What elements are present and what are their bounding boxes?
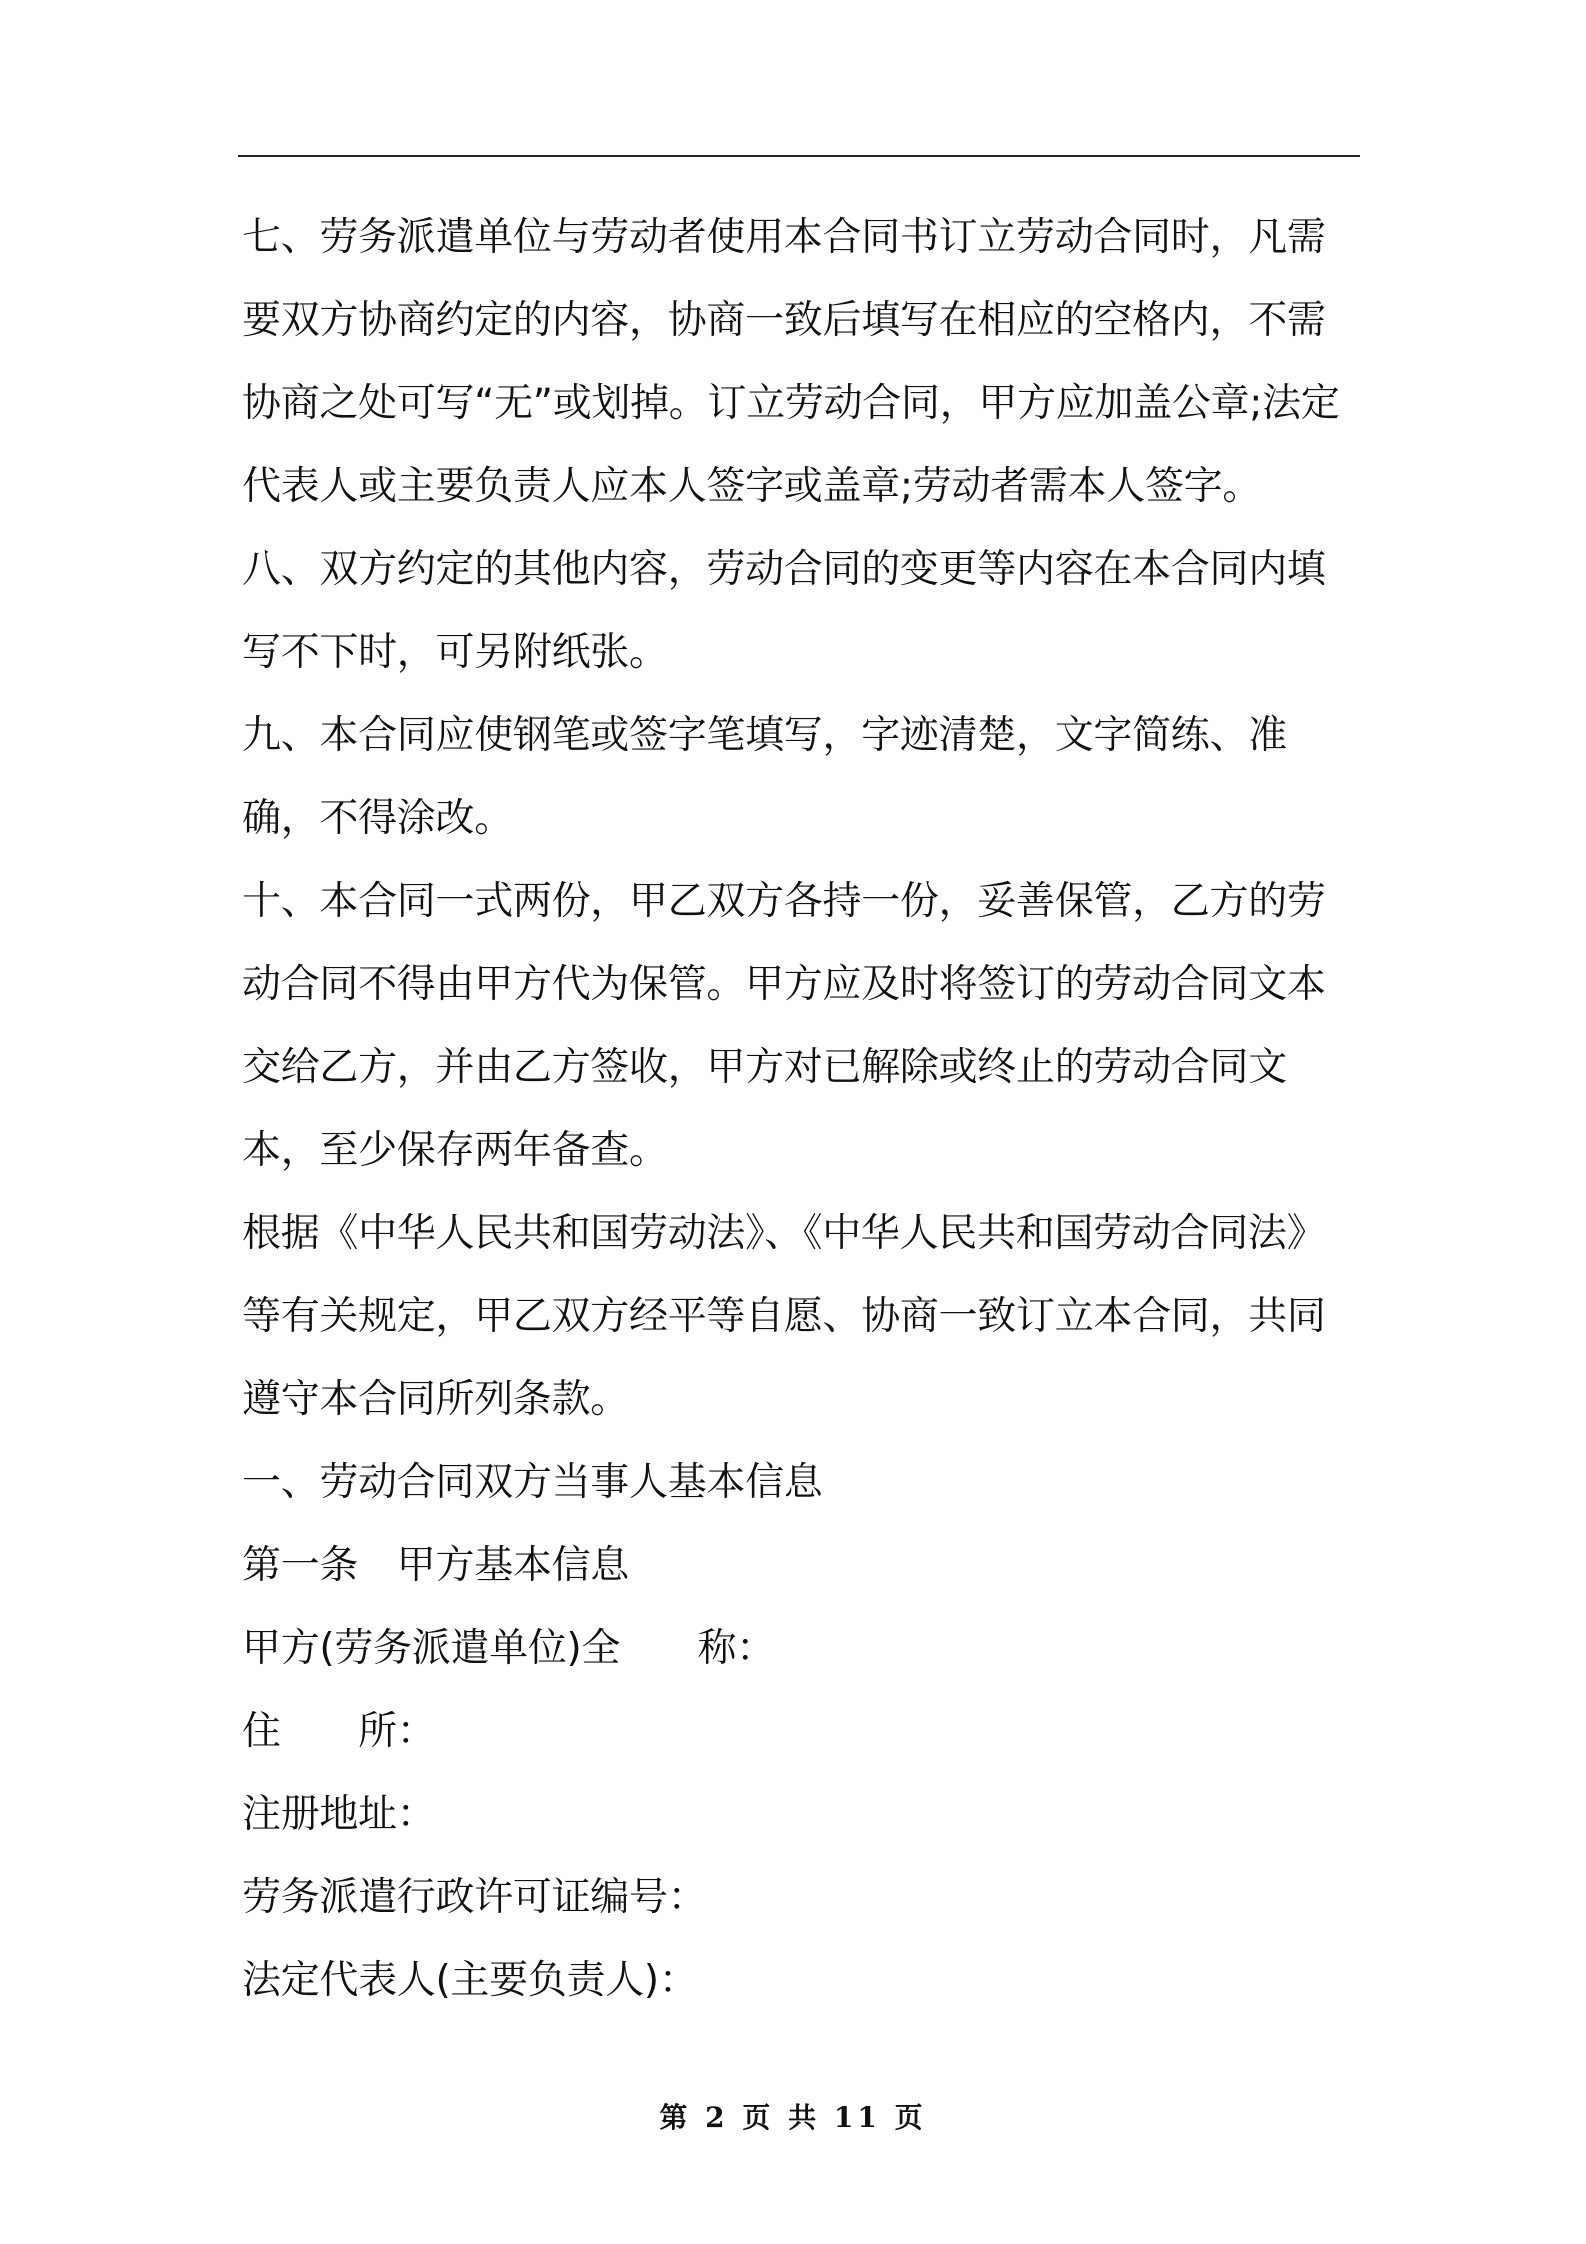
field-legal-representative: 法定代表人(主要负责人)：: [242, 1958, 698, 2003]
field-party-a-name: 甲方(劳务派遣单位)全 称：: [242, 1626, 775, 1671]
paragraph-item-7: 七、劳务派遣单位与劳动者使用本合同书订立劳动合同时，凡需要双方协商约定的内容，协商一致后填写在相应的空格内，不需协商之处可写“无”或划掉。订立劳动合同，甲方应加盖公章;法定代表人或主要负责人应本人签字或盖章;劳动者需本人签字。: [242, 215, 1340, 509]
article-heading: 第一条 甲方基本信息: [242, 1543, 630, 1588]
field-domicile: 住 所：: [242, 1709, 436, 1754]
legal-basis-paragraph: 根据《中华人民共和国劳动法》、《中华人民共和国劳动合同法》等有关规定，甲乙双方经平等自愿、协商一致订立本合同，共同遵守本合同所列条款。: [242, 1211, 1326, 1422]
page-number-footer: 第 2 页 共 11 页: [659, 2101, 927, 2134]
document-body: [242, 196, 1362, 2022]
paragraph-item-9: 九、本合同应使钢笔或签字笔填写，字迹清楚，文字简练、准确，不得涂改。: [242, 713, 1287, 841]
paragraph-item-10: 十、本合同一式两份，甲乙双方各持一份，妥善保管，乙方的劳动合同不得由甲方代为保管。甲方应及时将签订的劳动合同文本交给乙方，并由乙方签收，甲方对已解除或终止的劳动合同文本，至少保存两年备查。: [242, 879, 1326, 1173]
section-heading: 一、劳动合同双方当事人基本信息: [242, 1460, 823, 1505]
paragraph-item-8: 八、双方约定的其他内容，劳动合同的变更等内容在本合同内填写不下时，可另附纸张。: [242, 547, 1326, 675]
header-rule: [238, 155, 1360, 157]
field-registered-address: 注册地址：: [242, 1792, 436, 1837]
field-license-number: 劳务派遣行政许可证编号：: [242, 1875, 707, 1920]
